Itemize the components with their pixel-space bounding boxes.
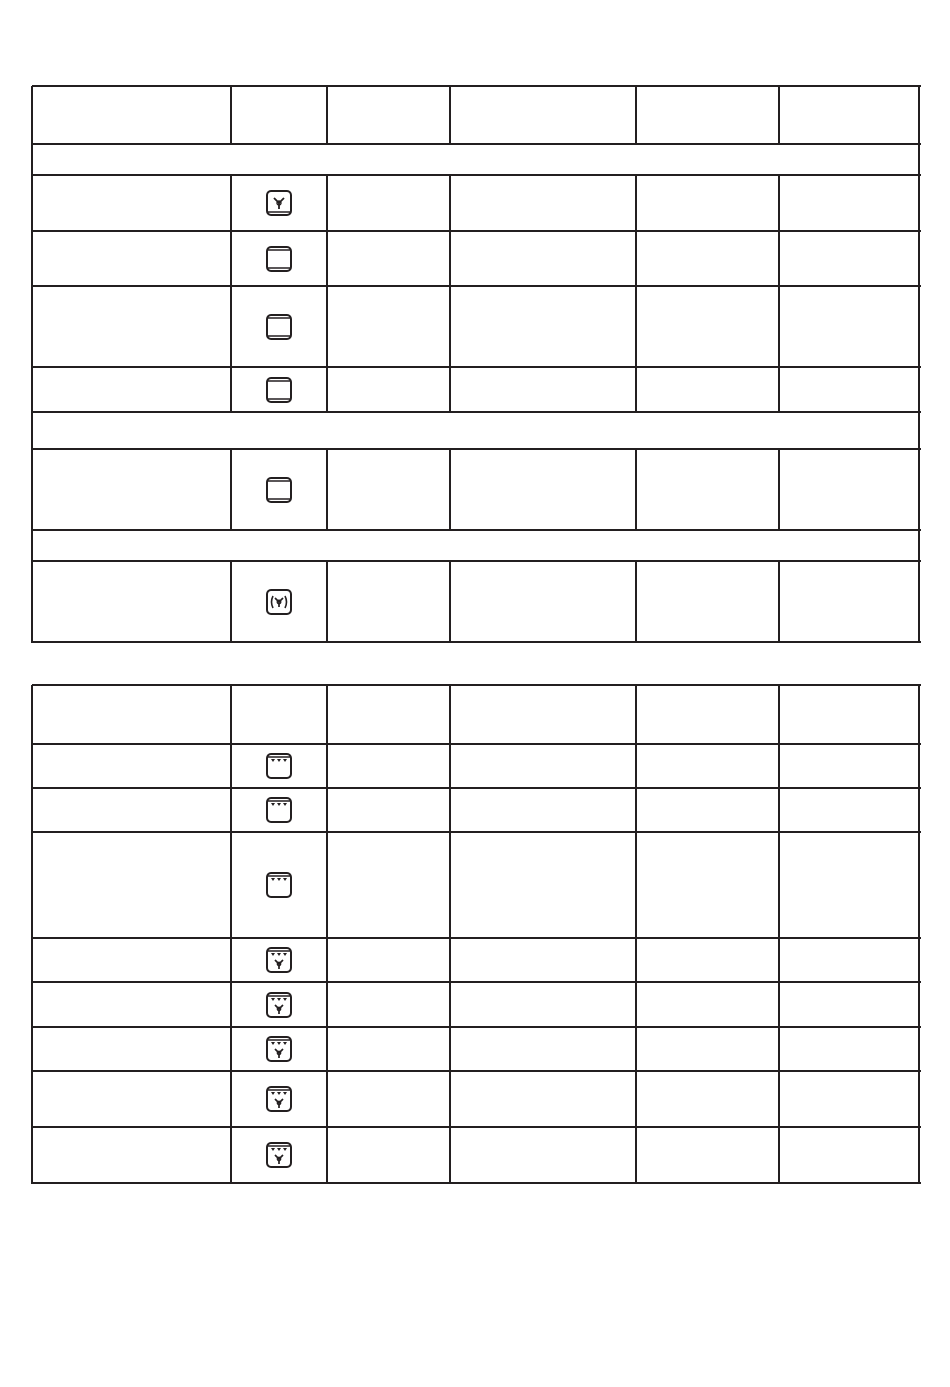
table-cell xyxy=(637,1028,778,1070)
table-cell xyxy=(33,287,230,366)
table-cell xyxy=(328,833,449,937)
header-cell xyxy=(637,87,778,143)
ring-fan-oven-icon xyxy=(265,588,293,616)
header-cell xyxy=(328,686,449,743)
table-cell xyxy=(451,745,635,787)
fan-grill-icon xyxy=(265,1085,293,1113)
table-cell xyxy=(780,1028,918,1070)
header-cell xyxy=(637,686,778,743)
fan-oven-icon xyxy=(265,189,293,217)
table-cell xyxy=(328,1072,449,1126)
table-cell xyxy=(637,1128,778,1182)
conventional-oven-icon xyxy=(265,476,293,504)
table-cell xyxy=(33,745,230,787)
table-cell xyxy=(33,1072,230,1126)
table-cell xyxy=(637,983,778,1026)
table-cell xyxy=(451,1128,635,1182)
fan-grill-icon xyxy=(265,991,293,1019)
table-cell xyxy=(451,176,635,230)
table-cell xyxy=(637,287,778,366)
conventional-oven-icon xyxy=(265,313,293,341)
table-cell xyxy=(33,789,230,831)
table-cell xyxy=(780,176,918,230)
section-heading xyxy=(33,145,918,174)
table-cell xyxy=(328,1128,449,1182)
table-border-right xyxy=(918,685,920,1184)
table-cell xyxy=(451,983,635,1026)
table-cell xyxy=(637,368,778,411)
header-cell xyxy=(328,87,449,143)
table-cell xyxy=(33,176,230,230)
table-cell xyxy=(33,232,230,285)
grill-icon xyxy=(265,752,293,780)
conventional-oven-icon xyxy=(265,245,293,273)
table-cell xyxy=(780,1128,918,1182)
table-cell xyxy=(33,1128,230,1182)
header-cell xyxy=(232,686,326,743)
header-cell xyxy=(780,87,918,143)
conventional-oven-icon xyxy=(265,376,293,404)
table-cell xyxy=(780,939,918,981)
table-cell xyxy=(451,939,635,981)
table-cell xyxy=(451,833,635,937)
table-cell xyxy=(33,1028,230,1070)
section-heading xyxy=(33,531,918,560)
grill-icon xyxy=(265,871,293,899)
header-cell xyxy=(33,686,230,743)
table-cell xyxy=(637,833,778,937)
table-cell xyxy=(451,232,635,285)
grill-icon xyxy=(265,796,293,824)
table-rule xyxy=(32,1182,921,1184)
header-cell xyxy=(232,87,326,143)
header-cell xyxy=(33,87,230,143)
table-cell xyxy=(328,176,449,230)
table-cell xyxy=(328,368,449,411)
table-cell xyxy=(328,1028,449,1070)
table-cell xyxy=(451,368,635,411)
table-cell xyxy=(637,745,778,787)
table-cell xyxy=(33,562,230,641)
header-cell xyxy=(780,686,918,743)
table-cell xyxy=(328,983,449,1026)
table-cell xyxy=(451,1072,635,1126)
table-cell xyxy=(637,939,778,981)
table-cell xyxy=(780,287,918,366)
fan-grill-icon xyxy=(265,946,293,974)
table-cell xyxy=(33,368,230,411)
header-cell xyxy=(451,87,635,143)
table-cell xyxy=(33,983,230,1026)
table-cell xyxy=(637,1072,778,1126)
table-cell xyxy=(780,745,918,787)
table-cell xyxy=(33,450,230,529)
section-heading xyxy=(33,413,918,448)
table-cell xyxy=(780,368,918,411)
table-cell xyxy=(328,745,449,787)
table-cell xyxy=(780,789,918,831)
table-cell xyxy=(33,939,230,981)
table-cell xyxy=(637,232,778,285)
table-cell xyxy=(451,450,635,529)
table-cell xyxy=(328,232,449,285)
table-cell xyxy=(780,833,918,937)
table-cell xyxy=(328,562,449,641)
table-cell xyxy=(780,450,918,529)
table-cell xyxy=(637,450,778,529)
table-cell xyxy=(637,562,778,641)
table-cell xyxy=(780,983,918,1026)
table-cell xyxy=(451,287,635,366)
table-cell xyxy=(328,789,449,831)
header-cell xyxy=(451,686,635,743)
table-rule xyxy=(32,641,921,643)
fan-grill-icon xyxy=(265,1035,293,1063)
table-cell xyxy=(328,450,449,529)
table-cell xyxy=(451,562,635,641)
table-cell xyxy=(328,939,449,981)
table-cell xyxy=(451,789,635,831)
table-cell xyxy=(780,1072,918,1126)
table-cell xyxy=(637,789,778,831)
table-cell xyxy=(780,562,918,641)
table-cell xyxy=(780,232,918,285)
table-cell xyxy=(33,833,230,937)
fan-grill-icon xyxy=(265,1141,293,1169)
table-cell xyxy=(328,287,449,366)
table-cell xyxy=(637,176,778,230)
table-border-right xyxy=(918,86,920,643)
table-cell xyxy=(451,1028,635,1070)
